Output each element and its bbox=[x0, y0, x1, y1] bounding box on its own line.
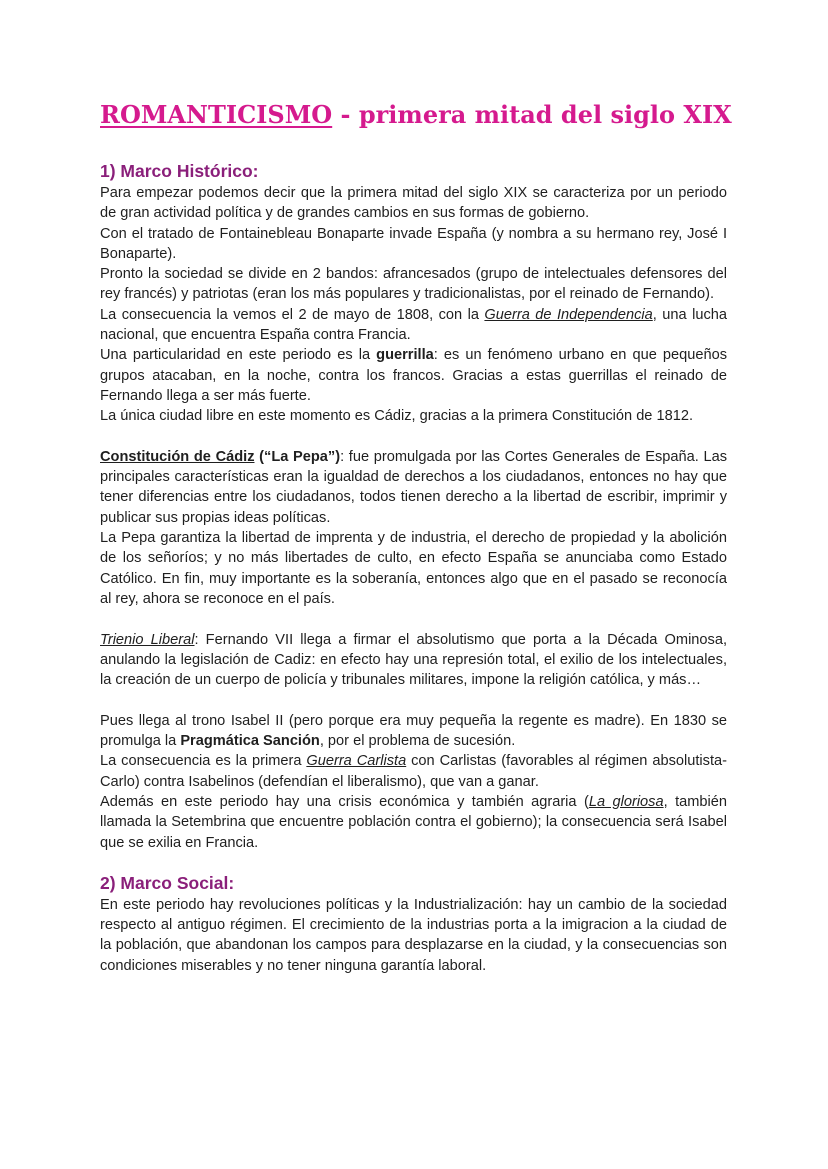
paragraph-isabel: Pues llega al trono Isabel II (pero porque era muy pequeña la regente es madre). En 1830 se promulga la Pragmática Sanción, por el problema de sucesión. bbox=[100, 712, 727, 750]
paragraph-fontainebleau: Con el tratado de Fontainebleau Bonaparte invade España (y nombra a su hermano rey, José I Bonaparte). bbox=[100, 225, 727, 262]
link-guerra-independencia[interactable]: Guerra de Independencia bbox=[484, 306, 653, 323]
paragraph-constitucion: Constitución de Cádiz (“La Pepa”): fue promulgada por las Cortes Generales de España. Las principales características eran la igualdad de derechos a los ciudadanos, entonces no hay que tener diferencias entre los ciudadanos, todos tienen derecho a la libertad de escribir, imprimir y publicar sus propias ideas políticas. bbox=[100, 448, 727, 526]
heading-marco-social: 2) Marco Social: bbox=[100, 872, 235, 893]
term-pragmatica-sancion: Pragmática Sanción bbox=[180, 733, 320, 750]
paragraph-trienio: Trienio Liberal: Fernando VII llega a firmar el absolutismo que porta a la Década Ominosa, anulando la legislación de Cadiz: en efecto hay una represión total, el exilio de los intelectuales, la creación de un cuerpo de policía y tribunales militares, impone la religión católica, y más… bbox=[100, 631, 728, 689]
spacer bbox=[100, 690, 727, 710]
spacer bbox=[100, 427, 727, 447]
heading-marco-historico: 1) Marco Histórico: bbox=[100, 161, 259, 181]
paragraph-social: En este periodo hay revoluciones políticas y la Industrialización: hay un cambio de la sociedad respecto al antiguo régimen. El crecimiento de la industrias porta a la imigracion a la ciudad de la población, que abandonan los campos para desplazarse en la ciudad, y la consecuencias son condiciones miserables y no tener ninguna garantía laboral. bbox=[100, 896, 727, 974]
link-la-gloriosa[interactable]: La gloriosa bbox=[588, 793, 664, 810]
link-trienio-liberal[interactable]: Trienio Liberal bbox=[100, 631, 195, 648]
paragraph-2-de-mayo: La consecuencia la vemos el 2 de mayo de 1808, con la Guerra de Independencia, una lucha nacional, que encuentra España contra Francia. bbox=[100, 306, 727, 344]
term-guerrilla: guerrilla bbox=[376, 347, 434, 364]
link-guerra-carlista[interactable]: Guerra Carlista bbox=[306, 753, 407, 770]
link-constitucion-cadiz[interactable]: Constitución de Cádiz bbox=[100, 448, 255, 465]
title-main: ROMANTICISMO bbox=[100, 100, 333, 129]
spacer bbox=[100, 609, 727, 629]
page-title bbox=[100, 97, 732, 133]
paragraph-guerrilla: Una particularidad en este periodo es la guerrilla: es un fenómeno urbano en que pequeños grupos atacaban, en la noche, contra los francos. Gracias a estas guerrillas el reinado de Fernando llega a ser más fuerte. bbox=[100, 347, 727, 404]
paragraph-crisis: Además en este periodo hay una crisis económica y también agraria (La gloriosa, también llamada la Setembrina que encuentre población contra el gobierno); la consecuencia será Isabel que se exilia en Francia. bbox=[100, 793, 727, 851]
paragraph-carlista: La consecuencia es la primera Guerra Carlista con Carlistas (favorables al régimen absolutista-Carlo) contra Isabelinos (defendían el liberalismo), que van a ganar. bbox=[100, 753, 727, 790]
term-la-pepa: (“La Pepa”) bbox=[254, 448, 341, 465]
title-rest: - primera mitad del siglo XIX bbox=[332, 100, 732, 129]
paragraph-bandos: Pronto la sociedad se divide en 2 bandos: afrancesados (grupo de intelectuales defensores del rey francés) y patriotas (eran los más populares y tradicionalistas, por el reinado de Fernando). bbox=[100, 266, 727, 303]
paragraph-intro: Para empezar podemos decir que la primera mitad del siglo XIX se caracteriza por un periodo de gran actividad política y de grandes cambios en sus formas de gobierno. bbox=[100, 185, 727, 222]
paragraph-la-pepa: La Pepa garantiza la libertad de imprenta y de industria, el derecho de propiedad y la abolición de los señoríos; y no más libertades de culto, en efecto España se anunciaba como Estado Católico. En fin, muy importante es la soberanía, entonces algo que en el pasado se reconocía al rey, ahora se reconoce en el país. bbox=[100, 530, 727, 607]
paragraph-cadiz: La única ciudad libre en este momento es Cádiz, gracias a la primera Constitución de 1812. bbox=[100, 408, 693, 425]
